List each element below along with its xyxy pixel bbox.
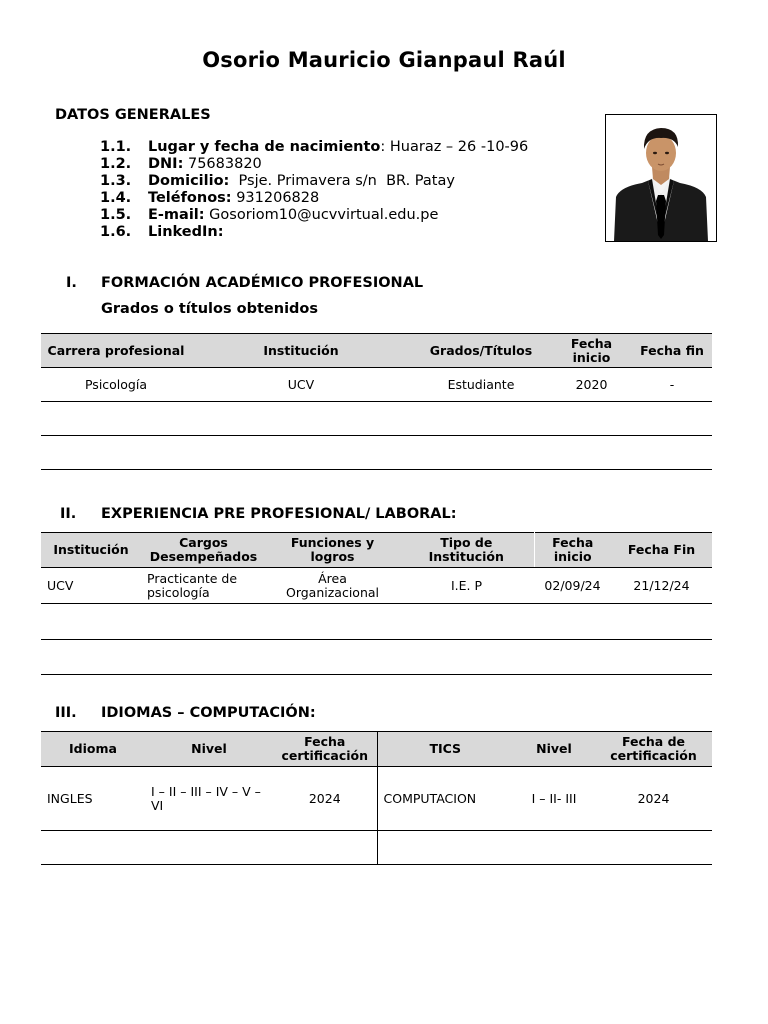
section-experiencia-heading — [60, 506, 457, 522]
column-header: Fecha fin — [632, 334, 712, 368]
table-header-row — [41, 334, 712, 368]
table-row-empty — [41, 604, 712, 640]
section-title: IDIOMAS – COMPUTACIÓN: — [101, 705, 316, 721]
datos-generales-list — [100, 139, 528, 241]
column-header: Tipo de Institución — [399, 533, 534, 568]
column-header: Nivel — [513, 732, 595, 767]
column-header: Fecha de certificación — [595, 732, 712, 767]
info-row-telefonos — [100, 190, 528, 207]
column-header: TICS — [377, 732, 513, 767]
formacion-table — [41, 333, 712, 470]
table-row-empty — [41, 640, 712, 675]
info-label: Domicilio: — [148, 173, 230, 189]
column-header: Fecha inicio — [551, 334, 632, 368]
column-header: Institución — [41, 533, 141, 568]
info-value: 931206828 — [231, 190, 320, 206]
table-cell: INGLES — [41, 767, 145, 831]
table-row — [41, 568, 712, 604]
section-formacion-heading — [66, 275, 423, 291]
info-num: 1.6. — [100, 224, 132, 240]
column-header: Fecha Fin — [611, 533, 712, 568]
info-num: 1.3. — [100, 173, 132, 189]
column-header: Cargos Desempeñados — [141, 533, 266, 568]
info-label: Lugar y fecha de nacimiento — [148, 139, 381, 155]
info-row-email — [100, 207, 528, 224]
info-value[interactable]: Gosoriom10@ucvvirtual.edu.pe — [204, 207, 439, 223]
info-row-dni — [100, 156, 528, 173]
idiomas-table — [41, 731, 712, 865]
info-value: Psje. Primavera s/n BR. Patay — [229, 173, 455, 189]
experiencia-table — [41, 532, 712, 675]
table-header-row — [41, 533, 712, 568]
section-number: II. — [60, 506, 77, 522]
info-sep: : — [380, 139, 386, 155]
table-cell: I – II – III – IV – V – VI — [145, 767, 273, 831]
column-header: Institución — [191, 334, 411, 368]
info-label: DNI: — [148, 156, 184, 172]
info-row-birth — [100, 139, 528, 156]
table-cell: 2024 — [273, 767, 377, 831]
section-title: EXPERIENCIA PRE PROFESIONAL/ LABORAL: — [101, 506, 457, 522]
column-header: Idioma — [41, 732, 145, 767]
page-title: Osorio Mauricio Gianpaul Raúl — [202, 48, 566, 72]
table-cell: Practicante de psicología — [141, 568, 266, 604]
table-cell: Área Organizacional — [266, 568, 399, 604]
section-number: I. — [66, 275, 77, 291]
table-cell: Psicología — [41, 368, 191, 402]
table-row-empty — [41, 436, 712, 470]
info-value: 75683820 — [183, 156, 262, 172]
profile-photo — [605, 114, 717, 242]
column-header: Fecha inicio — [534, 533, 611, 568]
table-cell: 02/09/24 — [534, 568, 611, 604]
table-row-empty — [41, 831, 712, 865]
table-cell: I – II- III — [513, 767, 595, 831]
info-label: LinkedIn: — [148, 224, 224, 240]
column-header: Fecha certificación — [273, 732, 377, 767]
info-num: 1.4. — [100, 190, 132, 206]
table-header-row — [41, 732, 712, 767]
portrait-image — [606, 115, 716, 241]
table-cell: UCV — [41, 568, 141, 604]
formacion-subheading: Grados o títulos obtenidos — [101, 301, 319, 317]
datos-generales-heading: DATOS GENERALES — [55, 107, 211, 123]
column-header: Carrera profesional — [41, 334, 191, 368]
table-row — [41, 767, 712, 831]
column-header: Grados/Títulos — [411, 334, 551, 368]
info-label: E-mail: — [148, 207, 205, 223]
info-row-linkedin — [100, 224, 528, 241]
table-cell: 2024 — [595, 767, 712, 831]
table-cell: 2020 — [551, 368, 632, 402]
info-row-domicilio — [100, 173, 528, 190]
table-cell: 21/12/24 — [611, 568, 712, 604]
section-title: FORMACIÓN ACADÉMICO PROFESIONAL — [101, 275, 424, 291]
table-cell: UCV — [191, 368, 411, 402]
table-cell: Estudiante — [411, 368, 551, 402]
info-label: Teléfonos: — [148, 190, 232, 206]
table-cell: - — [632, 368, 712, 402]
info-value: Huaraz – 26 -10-96 — [385, 139, 529, 155]
section-number: III. — [55, 705, 77, 721]
column-header: Nivel — [145, 732, 273, 767]
info-num: 1.1. — [100, 139, 132, 155]
table-row — [41, 368, 712, 402]
section-idiomas-heading — [55, 705, 316, 721]
table-cell: COMPUTACION — [377, 767, 513, 831]
info-num: 1.5. — [100, 207, 132, 223]
column-header: Funciones y logros — [266, 533, 399, 568]
info-num: 1.2. — [100, 156, 132, 172]
table-cell: I.E. P — [399, 568, 534, 604]
table-row-empty — [41, 402, 712, 436]
